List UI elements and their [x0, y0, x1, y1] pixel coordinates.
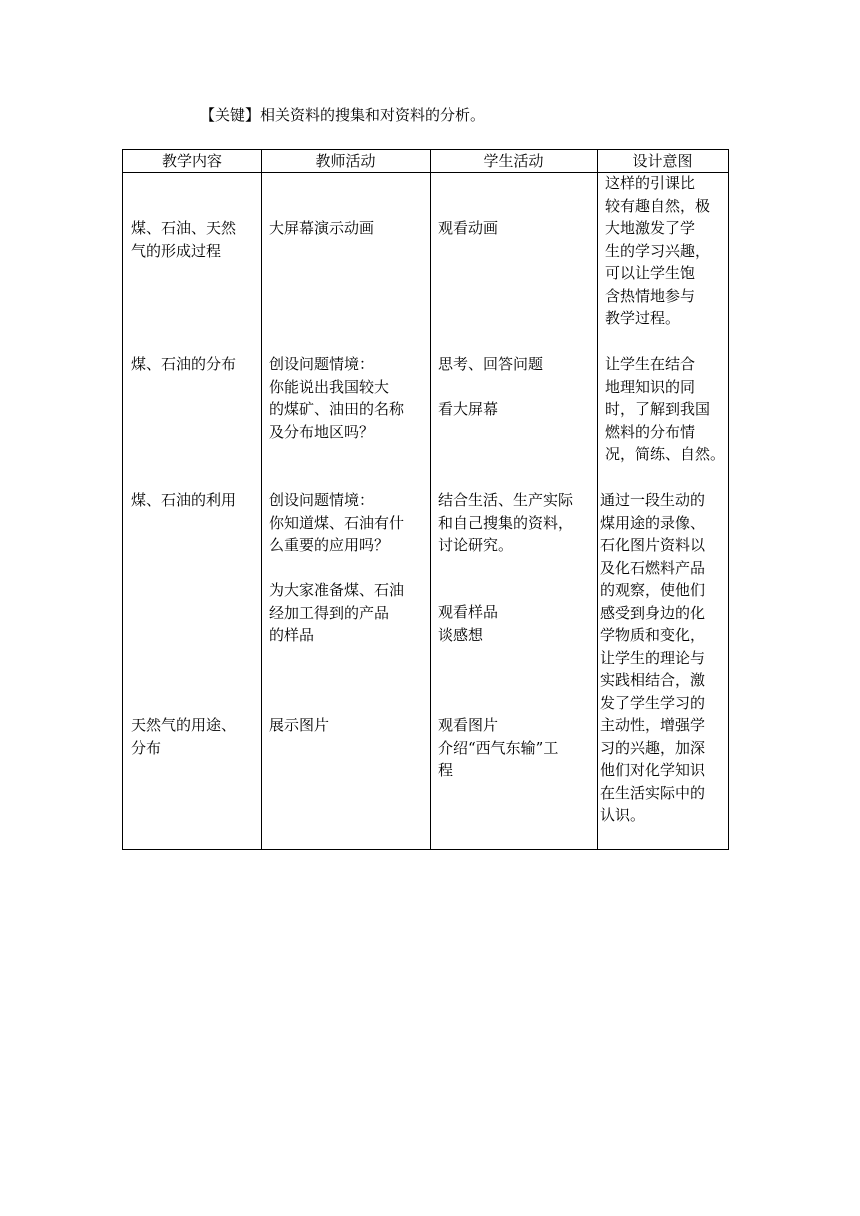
column-divider	[430, 150, 431, 849]
column-divider	[597, 150, 598, 849]
row4-student: 观看图片 介绍“西气东输”工 程	[438, 716, 559, 779]
row2-intent: 让学生在结合 地理知识的同 时，了解到我国 燃料的分布情 况，简练、自然。	[605, 355, 726, 463]
row2-student-a: 思考、回答问题	[438, 355, 544, 373]
row1-intent: 这样的引课比 较有趣自然，极 大地激发了学 生的学习兴趣， 可以让学生饱 含热情地参与 教学过程。	[605, 174, 711, 327]
header-teacher-activity: 教师活动	[315, 152, 376, 170]
row3-teacher-b: 为大家准备煤、石油 经加工得到的产品 的样品	[269, 581, 405, 644]
row2-teacher: 创设问题情境： 你能说出我国较大 的煤矿、油田的名称 及分布地区吗？	[269, 355, 405, 441]
lesson-plan-table	[122, 149, 729, 850]
header-teaching-content: 教学内容	[161, 152, 222, 170]
row1-teacher: 大屏幕演示动画	[269, 219, 375, 237]
row4-content: 天然气的用途、 分布	[131, 716, 237, 757]
row3-teacher-a: 创设问题情境： 你知道煤、石油有什 么重要的应用吗？	[269, 491, 405, 554]
row3-student-a: 结合生活、生产实际 和自己搜集的资料， 讨论研究。	[438, 491, 574, 554]
column-divider	[261, 150, 262, 849]
header-student-activity: 学生活动	[483, 152, 544, 170]
row1-student: 观看动画	[438, 219, 499, 237]
row4-teacher: 展示图片	[269, 716, 330, 734]
row3-student-b: 观看样品 谈感想	[438, 603, 499, 644]
row1-content: 煤、石油、天然 气的形成过程	[131, 219, 237, 260]
row3-content: 煤、石油的利用	[131, 491, 237, 509]
row2-student-b: 看大屏幕	[438, 400, 499, 418]
key-points-line: 【关键】相关资料的搜集和对资料的分析。	[200, 106, 486, 124]
header-design-intent: 设计意图	[632, 152, 693, 170]
row2-content: 煤、石油的分布	[131, 355, 237, 373]
row3-intent: 通过一段生动的 煤用途的录像、 石化图片资料以 及化石燃料产品 的观察，使他们 感受到身边的化 学物质和变化， 让学生的理论与 实践相结合，激 发了学生学习的 主动性，增强学 习的兴趣，加深 他们对化学知识 在生活实际中的 认识。	[600, 491, 706, 824]
